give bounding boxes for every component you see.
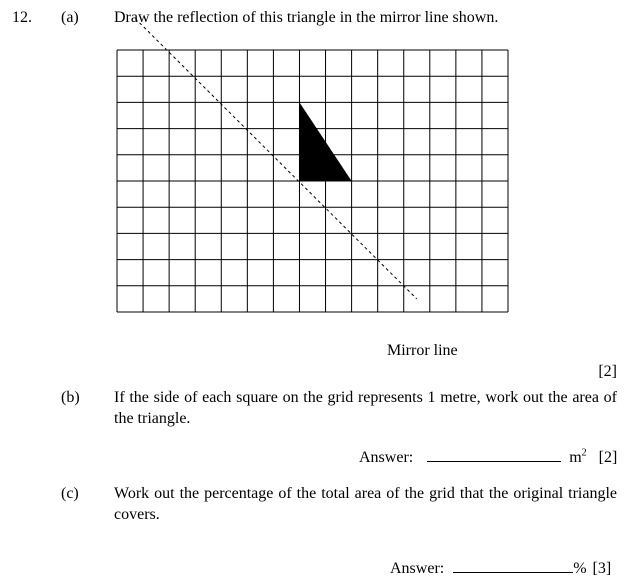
part-c-question: Work out the percentage of the total area of the grid that the original triangle covers.: [114, 485, 617, 523]
part-a-question: Draw the reflection of this triangle in the mirror line shown.: [114, 9, 499, 26]
part-b-label: (b): [61, 389, 80, 406]
part-c-answer-field[interactable]: [453, 557, 573, 573]
part-c-answer-label: Answer:: [390, 560, 445, 577]
part-b-marks: [2]: [598, 449, 618, 466]
part-b-answer-row: [359, 446, 617, 466]
part-c-unit: %: [573, 560, 587, 577]
part-a-label: (a): [61, 9, 79, 26]
part-c-label: (c): [61, 485, 79, 502]
part-b-unit: $m^2$: [569, 447, 587, 466]
question-number: 12.: [12, 9, 32, 26]
part-b-answer-field[interactable]: [427, 446, 561, 462]
mirror-line: [135, 19, 417, 299]
part-c-marks: [3]: [592, 560, 612, 577]
part-b-answer-label: Answer:: [359, 449, 414, 466]
part-c-answer-row: [390, 557, 611, 577]
part-b-question: If the side of each square on the grid represents 1 metre, work out the area of the triangle.: [114, 389, 617, 427]
mirror-line-label: Mirror line: [387, 342, 458, 359]
part-a-marks: [2]: [598, 363, 617, 380]
